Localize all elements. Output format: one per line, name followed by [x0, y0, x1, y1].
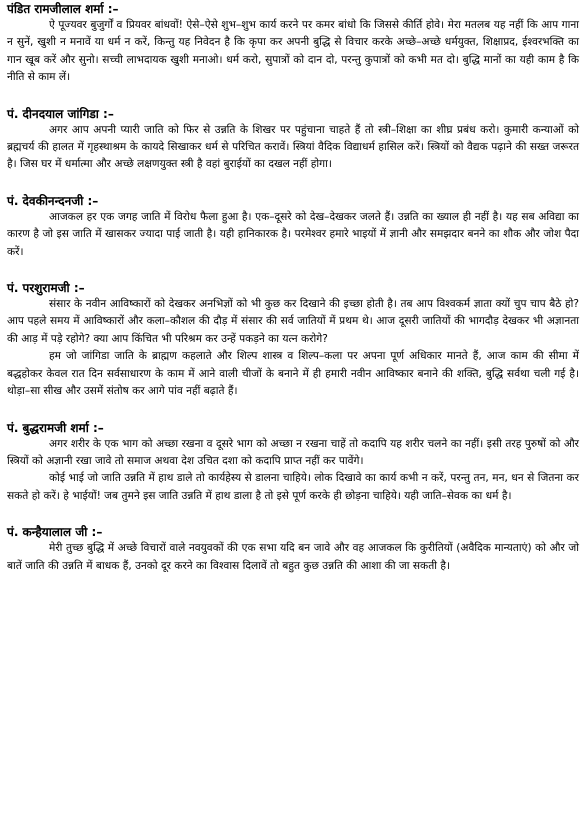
section-paragraph: संसार के नवीन आविष्कारों को देखकर अनभिज्ञों को भी कुछ कर दिखाने की इच्छा होती है। तब आप विश्वकर्म ज्ञाता क्यों चुप चाप बैठे हो? आप पहले समय में आविष्कारों और कला–कौशल की दौड़ में संसार की सर्व जातियों में प्रथम थे। आज दूसरी जातियों की भागदौड़ देखकर भी अज्ञानता की आड़ में पड़े रहोगे? क्या आप किंचित भी परिश्रम कर उन्हें पकड़ने का यत्न करोगे? [7, 298, 579, 345]
section-paragraph: अगर आप अपनी प्यारी जाति को फिर से उन्नति के शिखर पर पहुंचाना चाहते हैं तो स्त्री–शिक्षा का शीघ्र प्रबंध करो। कुमारी कन्याओं को ब्रह्मचर्य की हालत में गृहस्थाश्रम के कायदे सिखाकर धर्म से परिचित करावें। स्त्रियां वैदिक विद्याधर्म हासिल करें। स्त्रियों को वैद्यक पढ़ाने की सख्त जरूरत है। जिस घर में धर्मात्मा और अच्छे लक्षणयुक्त स्त्री है वहां बुराईयों का दखल नहीं होगा। [7, 123, 579, 171]
section-gap [7, 87, 579, 105]
section-paragraph: कोई भाई जो जाति उन्नति में हाथ डाले तो कार्यहेस्य से डालना चाहिये। लोक दिखावे का कार्य कभी न करें, परन्तु तन, मन, धन से जितना कर सकते हो करें। हे भाईयों! जब तुमने इस जाति उन्नति में हाथ डाला है तो इसे पूर्ण करके ही छोड़ना चाहिये। यही जाति–सेवक का धर्म है। [7, 472, 579, 502]
speech-parshuram [7, 279, 579, 400]
section-heading: पं. बुद्धरामजी शर्मा :– [7, 420, 104, 435]
section-gap [7, 261, 579, 279]
speech-ramjilal-sharma [7, 0, 579, 87]
section-heading: पंडित रामजीलाल शर्मा :– [7, 2, 119, 16]
section-paragraph: ऐ पूज्यवर बुजुर्गों व प्रियवर बांधवों! ऐसे–ऐसे शुभ–शुभ कार्य करने पर कमर बांधो कि जिससे कीर्ति होवे। मेरा मतलब यह नहीं कि आप गाना न सुनें, खुशी न मनावें या धर्म न करें, किन्तु यह निवेदन है कि कृपा कर अपनी बुद्धि से विचार करके अच्छे–अच्छे धर्मयुक्त, शिक्षाप्रद, ईश्वरभक्ति का गान खूब करें और सुनो। सच्ची लाभदायक खुशी मनाओ। धर्म करो, सुपात्रों को दान दो, परन्तु कुपात्रों को कभी मत दो। बुद्धि मानों का यही काम है कि नीति से काम लें। [7, 19, 579, 84]
section-paragraph: मेरी तुच्छ बुद्धि में अच्छे विचारों वाले नवयुवकों की एक सभा यदि बन जावे और वह आजकल कि कुरीतियों (अवैदिक मान्यताएं) को और जो बातें जाति की उन्नति में बाधक हैं, उनको दूर करने का विश्वास दिलावें तो बहुत कुछ उन्नति की आशा की जा सकती है। [7, 542, 579, 572]
section-gap [7, 505, 579, 523]
speech-devkinandan [7, 192, 579, 261]
section-heading: पं. कन्हैयालाल जी :– [7, 525, 103, 540]
section-gap [7, 401, 579, 419]
section-heading: पं. देवकीनन्दनजी :– [7, 193, 99, 208]
section-gap [7, 174, 579, 192]
section-paragraph: हम जो जांगिडा जाति के ब्राह्मण कहलाते और शिल्प शास्त्र व शिल्प–कला पर अपना पूर्ण अधिकार मानते हैं, आज काम की सीमा में बद्धहोकर केवल रात दिन सर्वसाधारण के काम में आने वाली चीजों के बनाने में ही हमारी नवीन आविष्कार बनाने की शक्ति, बुद्धि सर्वथा चली गई है। थोड़ा–सा सीख और उसमें संतोष कर आगे पांव नहीं बढ़ाते हैं। [7, 350, 579, 398]
speech-buddharam-sharma [7, 419, 579, 506]
speech-kanhaiyalal [7, 523, 579, 575]
speech-deendayal-jangida [7, 105, 579, 174]
section-paragraph: अगर शरीर के एक भाग को अच्छा रखना व दूसरे भाग को अच्छा न रखना चाहें तो कदापि यह शरीर चलने का नहीं। इसी तरह पुरुषों को और स्त्रियों को अज्ञानी रखा जावे तो समाज अथवा देश उचित दशा को कदापि प्राप्त नहीं कर पावेंगे। [7, 437, 579, 467]
section-paragraph: आजकल हर एक जगह जाति में विरोध फैला हुआ है। एक–दूसरे को देख–देखकर जलते हैं। उन्नति का ख्याल ही नहीं है। यह सब अविद्या का कारण है जो इस जाति में खासकर ज्यादा पाई जाती है। यही हानिकारक है। परमेश्वर हमारे भाइयों में ज्ञानी और समझदार बनने का शौक और जोश पैदा करें। [7, 210, 579, 258]
section-heading: पं. परशुरामजी :– [7, 281, 85, 296]
section-heading: पं. दीनदयाल जांगिडा :– [7, 106, 114, 121]
